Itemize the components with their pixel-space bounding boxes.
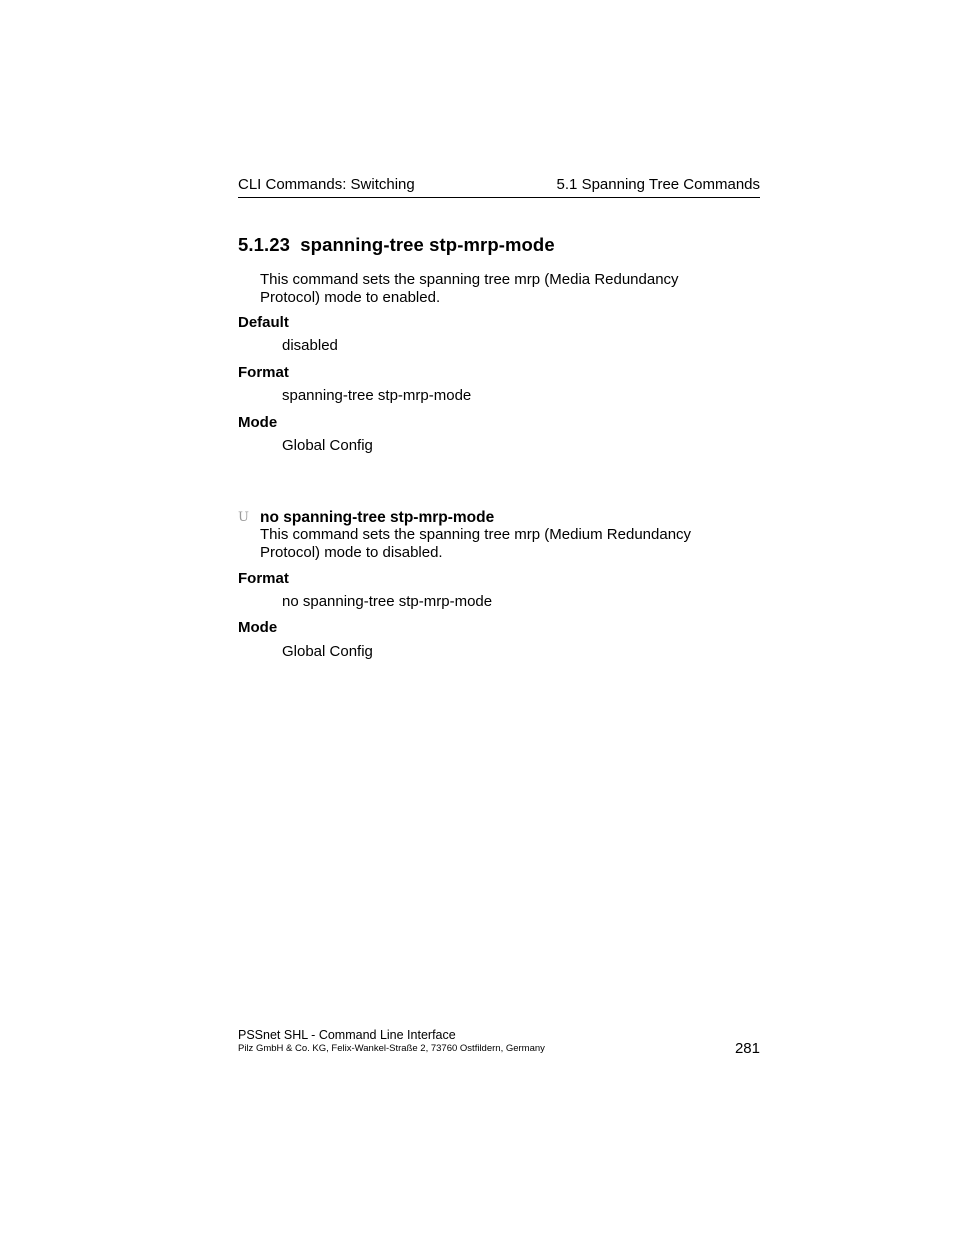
description-line: Protocol) mode to disabled.	[260, 543, 443, 561]
subsection-description	[260, 526, 730, 561]
section-title: spanning-tree stp-mrp-mode	[300, 234, 555, 255]
header-rule	[238, 197, 760, 198]
section-description	[260, 271, 730, 306]
subsection-title: no spanning-tree stp-mrp-mode	[260, 509, 495, 526]
header-chapter: CLI Commands: Switching	[238, 176, 415, 193]
section-heading	[238, 234, 555, 256]
sub-mode-value: Global Config	[282, 643, 373, 660]
footer-title: PSSnet SHL - Command Line Interface	[238, 1028, 456, 1042]
default-label: Default	[238, 314, 289, 331]
page-number: 281	[734, 1040, 760, 1057]
format-value: spanning-tree stp-mrp-mode	[282, 387, 472, 404]
bullet-icon: U	[238, 510, 249, 525]
description-line: This command sets the spanning tree mrp (Media Redundancy	[260, 271, 679, 288]
mode-value: Global Config	[282, 437, 373, 454]
format-label: Format	[238, 364, 289, 381]
footer-address: Pilz GmbH & Co. KG, Felix-Wankel-Straße 2, 73760 Ostfildern, Germany	[238, 1043, 545, 1054]
description-line: This command sets the spanning tree mrp (Medium Redundancy	[260, 526, 692, 543]
description-line: Protocol) mode to enabled.	[260, 288, 441, 306]
section-number: 5.1.23	[238, 234, 291, 255]
sub-format-label: Format	[238, 570, 289, 587]
sub-mode-label: Mode	[238, 619, 278, 636]
default-value: disabled	[282, 337, 338, 354]
sub-format-value: no spanning-tree stp-mrp-mode	[282, 593, 493, 610]
mode-label: Mode	[238, 414, 278, 431]
header-section: 5.1 Spanning Tree Commands	[556, 176, 760, 193]
